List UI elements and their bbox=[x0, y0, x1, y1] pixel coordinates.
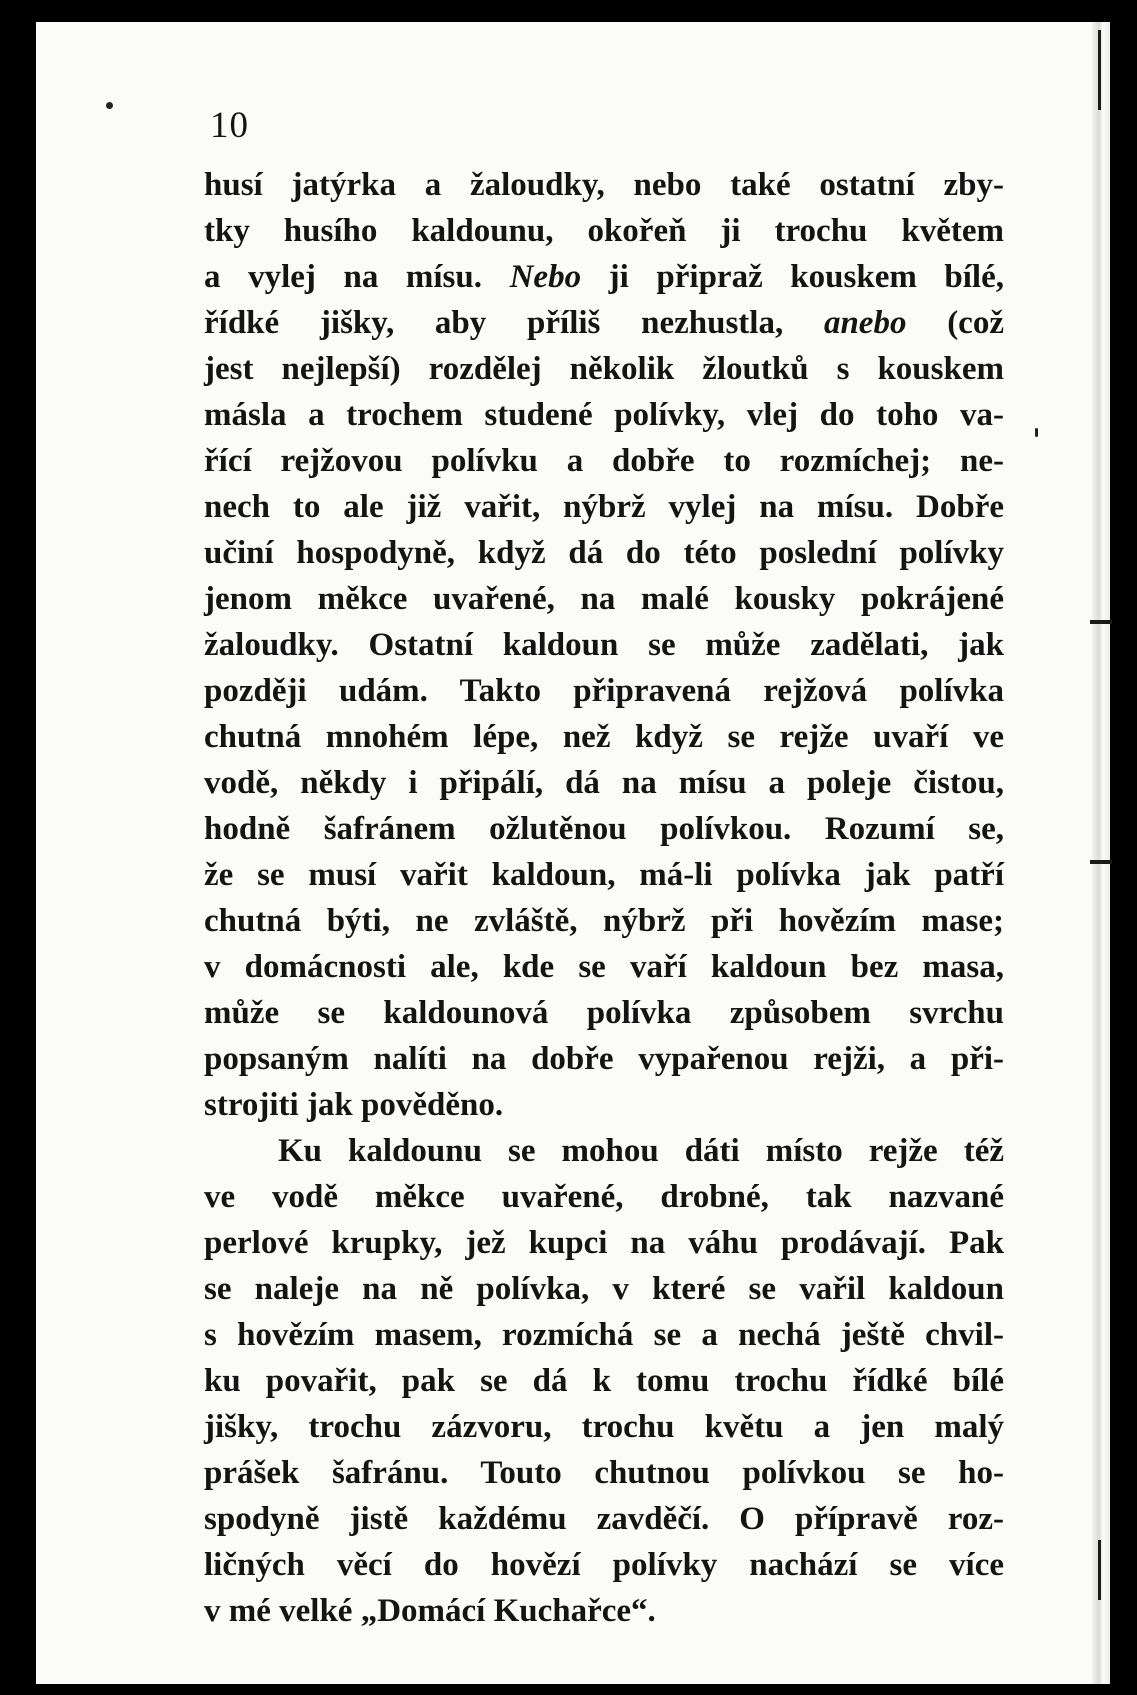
text-line: učiní hospodyně, když dá do této poslední polívky bbox=[204, 535, 1004, 571]
text-line: Ku kaldounu se mohou dáti místo rejže též bbox=[278, 1133, 1004, 1169]
emphasis: Nebo bbox=[509, 259, 582, 295]
emphasis: anebo bbox=[823, 305, 907, 341]
edge-mark bbox=[1090, 620, 1112, 624]
edge-mark bbox=[1098, 30, 1101, 110]
text-line: ku povařit, pak se dá k tomu trochu řídké bílé bbox=[204, 1363, 1004, 1399]
text-line: v mé velké „Domácí Kuchařce“. bbox=[204, 1593, 656, 1629]
page-number: 10 bbox=[210, 105, 249, 146]
text-line: perlové krupky, jež kupci na váhu prodávají. Pak bbox=[204, 1225, 1004, 1261]
text-line: že se musí vařit kaldoun, má-li polívka jak patří bbox=[204, 857, 1004, 893]
text-line: jest nejlepší) rozdělej několik žloutků s kouskem bbox=[204, 351, 1004, 387]
text-line: prášek šafránu. Touto chutnou polívkou se ho- bbox=[204, 1455, 1004, 1491]
text-line: tky husího kaldounu, okořeň ji trochu květem bbox=[204, 213, 1004, 249]
text-line: v domácnosti ale, kde se vaří kaldoun bez masa, bbox=[204, 949, 1004, 985]
text-line: žaloudky. Ostatní kaldoun se může zadělati, jak bbox=[204, 627, 1004, 663]
text-line: másla a trochem studené polívky, vlej do toho va- bbox=[204, 397, 1004, 433]
text-line: jenom měkce uvařené, na malé kousky pokrájené bbox=[204, 581, 1004, 617]
ink-speck bbox=[1035, 428, 1038, 437]
text-line: popsaným nalíti na dobře vypařenou rejži, a při- bbox=[204, 1041, 1004, 1077]
text-line: spodyně jistě každému zavděčí. O přípravě roz- bbox=[204, 1501, 1004, 1537]
body-text bbox=[204, 162, 1004, 1634]
edge-mark bbox=[1090, 860, 1112, 864]
text-line: řící rejžovou polívku a dobře to rozmíchej; ne- bbox=[204, 443, 1004, 479]
text-line: jišky, trochu zázvoru, trochu květu a jen malý bbox=[204, 1409, 1004, 1445]
paragraph bbox=[204, 1128, 1004, 1634]
text-line: husí jatýrka a žaloudky, nebo také ostatní zby- bbox=[204, 167, 1004, 203]
text-line: nech to ale již vařit, nýbrž vylej na mísu. Dobře bbox=[204, 489, 1004, 525]
text-line: chutná mnohém lépe, než když se rejže uvaří ve bbox=[204, 719, 1004, 755]
text-line: může se kaldounová polívka způsobem svrchu bbox=[204, 995, 1004, 1031]
text-line: hodně šafránem ožlutěnou polívkou. Rozumí se, bbox=[204, 811, 1004, 847]
text-line: a vylej na mísu. Nebo ji připraž kouskem bílé, bbox=[204, 259, 1004, 295]
text-line: chutná býti, ne zvláště, nýbrž při hovězím mase; bbox=[204, 903, 1004, 939]
paragraph bbox=[204, 162, 1004, 1128]
text-line: ličných věcí do hovězí polívky nachází se více bbox=[204, 1547, 1004, 1583]
text-line: s hovězím masem, rozmíchá se a nechá ještě chvil- bbox=[204, 1317, 1004, 1353]
edge-mark bbox=[1098, 1540, 1101, 1600]
text-line: ve vodě měkce uvařené, drobné, tak nazvané bbox=[204, 1179, 1004, 1215]
text-line: vodě, někdy i připálí, dá na mísu a poleje čistou, bbox=[204, 765, 1004, 801]
page-edge bbox=[1092, 22, 1110, 1684]
text-line: strojiti jak pověděno. bbox=[204, 1087, 504, 1123]
text-line: řídké jišky, aby příliš nezhustla, anebo (což bbox=[204, 305, 1004, 341]
ink-speck bbox=[106, 102, 113, 109]
text-line: se naleje na ně polívka, v které se vařil kaldoun bbox=[204, 1271, 1004, 1307]
text-line: později udám. Takto připravená rejžová polívka bbox=[204, 673, 1004, 709]
